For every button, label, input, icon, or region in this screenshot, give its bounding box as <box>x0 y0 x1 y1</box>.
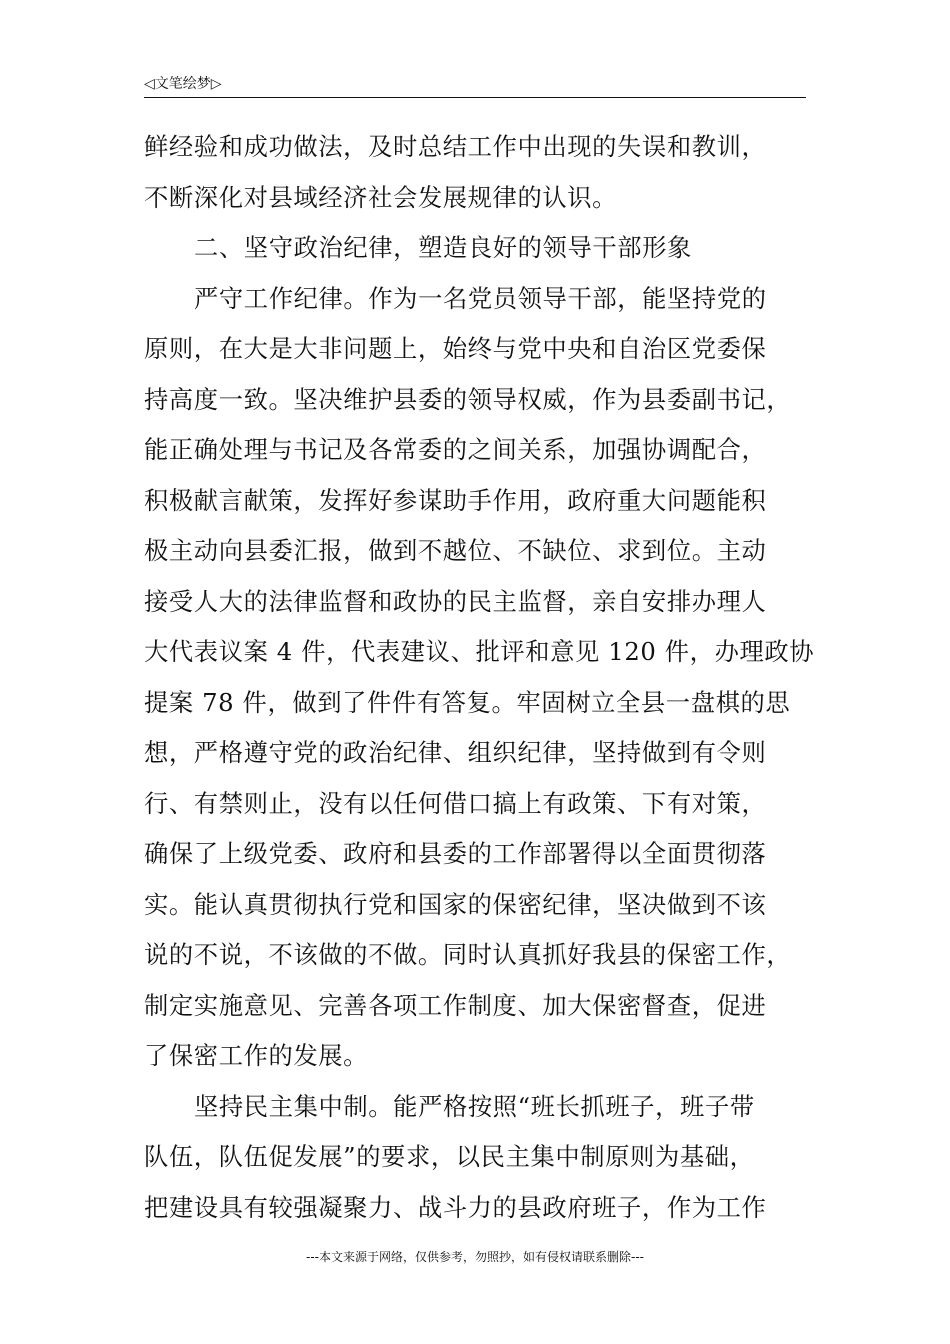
text-line: 制定实施意见、完善各项工作制度、加大保密督查，促进 <box>144 990 767 1020</box>
text-line: 说的不说，不该做的不做。同时认真抓好我县的保密工作， <box>144 940 792 969</box>
text-line: 队伍，队伍促发展”的要求，以民主集中制原则为基础， <box>144 1142 755 1171</box>
text-line: 持高度一致。坚决维护县委的领导权威，作为县委副书记， <box>144 384 792 414</box>
text-line: 把建设具有较强凝聚力、战斗力的县政府班子，作为工作 <box>144 1192 767 1222</box>
text-line: 原则，在大是大非问题上，始终与党中央和自治区党委保 <box>144 334 767 363</box>
text-line: 大代表议案 4 件，代表建议、批评和意见 120 件，办理政协 <box>144 637 815 666</box>
text-line: 积极献言献策，发挥好参谋助手作用，政府重大问题能积 <box>144 485 767 515</box>
text-line: 了保密工作的发展。 <box>144 1041 369 1070</box>
document-body <box>144 122 815 1233</box>
text-line: 不断深化对县域经济社会发展规律的认识。 <box>144 182 618 212</box>
text-line: 行、有禁则止，没有以任何借口搞上有政策、下有对策， <box>144 788 767 818</box>
page-footer: ---本文来源于网络，仅供参考，勿照抄，如有侵权请联系删除--- <box>306 1250 644 1264</box>
header-divider <box>144 97 806 98</box>
paragraph-start: 坚持民主集中制。能严格按照“班长抓班子，班子带 <box>194 1091 755 1121</box>
text-line: 接受人大的法律监督和政协的民主监督，亲自安排办理人 <box>144 586 767 616</box>
section-heading: 二、坚守政治纪律，塑造良好的领导干部形象 <box>194 233 692 262</box>
text-line: 鲜经验和成功做法，及时总结工作中出现的失误和教训， <box>144 132 767 161</box>
text-line: 想，严格遵守党的政治纪律、组织纪律，坚持做到有令则 <box>144 738 767 767</box>
text-line: 极主动向县委汇报，做到不越位、不缺位、求到位。主动 <box>144 536 767 565</box>
page-header: ◁文笔绘梦▷ <box>144 76 222 92</box>
text-line: 确保了上级党委、政府和县委的工作部署得以全面贯彻落 <box>144 839 767 868</box>
text-line: 提案 78 件，做到了件件有答复。牢固树立全县一盘棋的思 <box>144 687 791 717</box>
text-line: 能正确处理与书记及各常委的之间关系，加强协调配合， <box>144 435 767 464</box>
text-line: 实。能认真贯彻执行党和国家的保密纪律，坚决做到不该 <box>144 889 767 919</box>
paragraph-start: 严守工作纪律。作为一名党员领导干部，能坚持党的 <box>194 283 767 313</box>
